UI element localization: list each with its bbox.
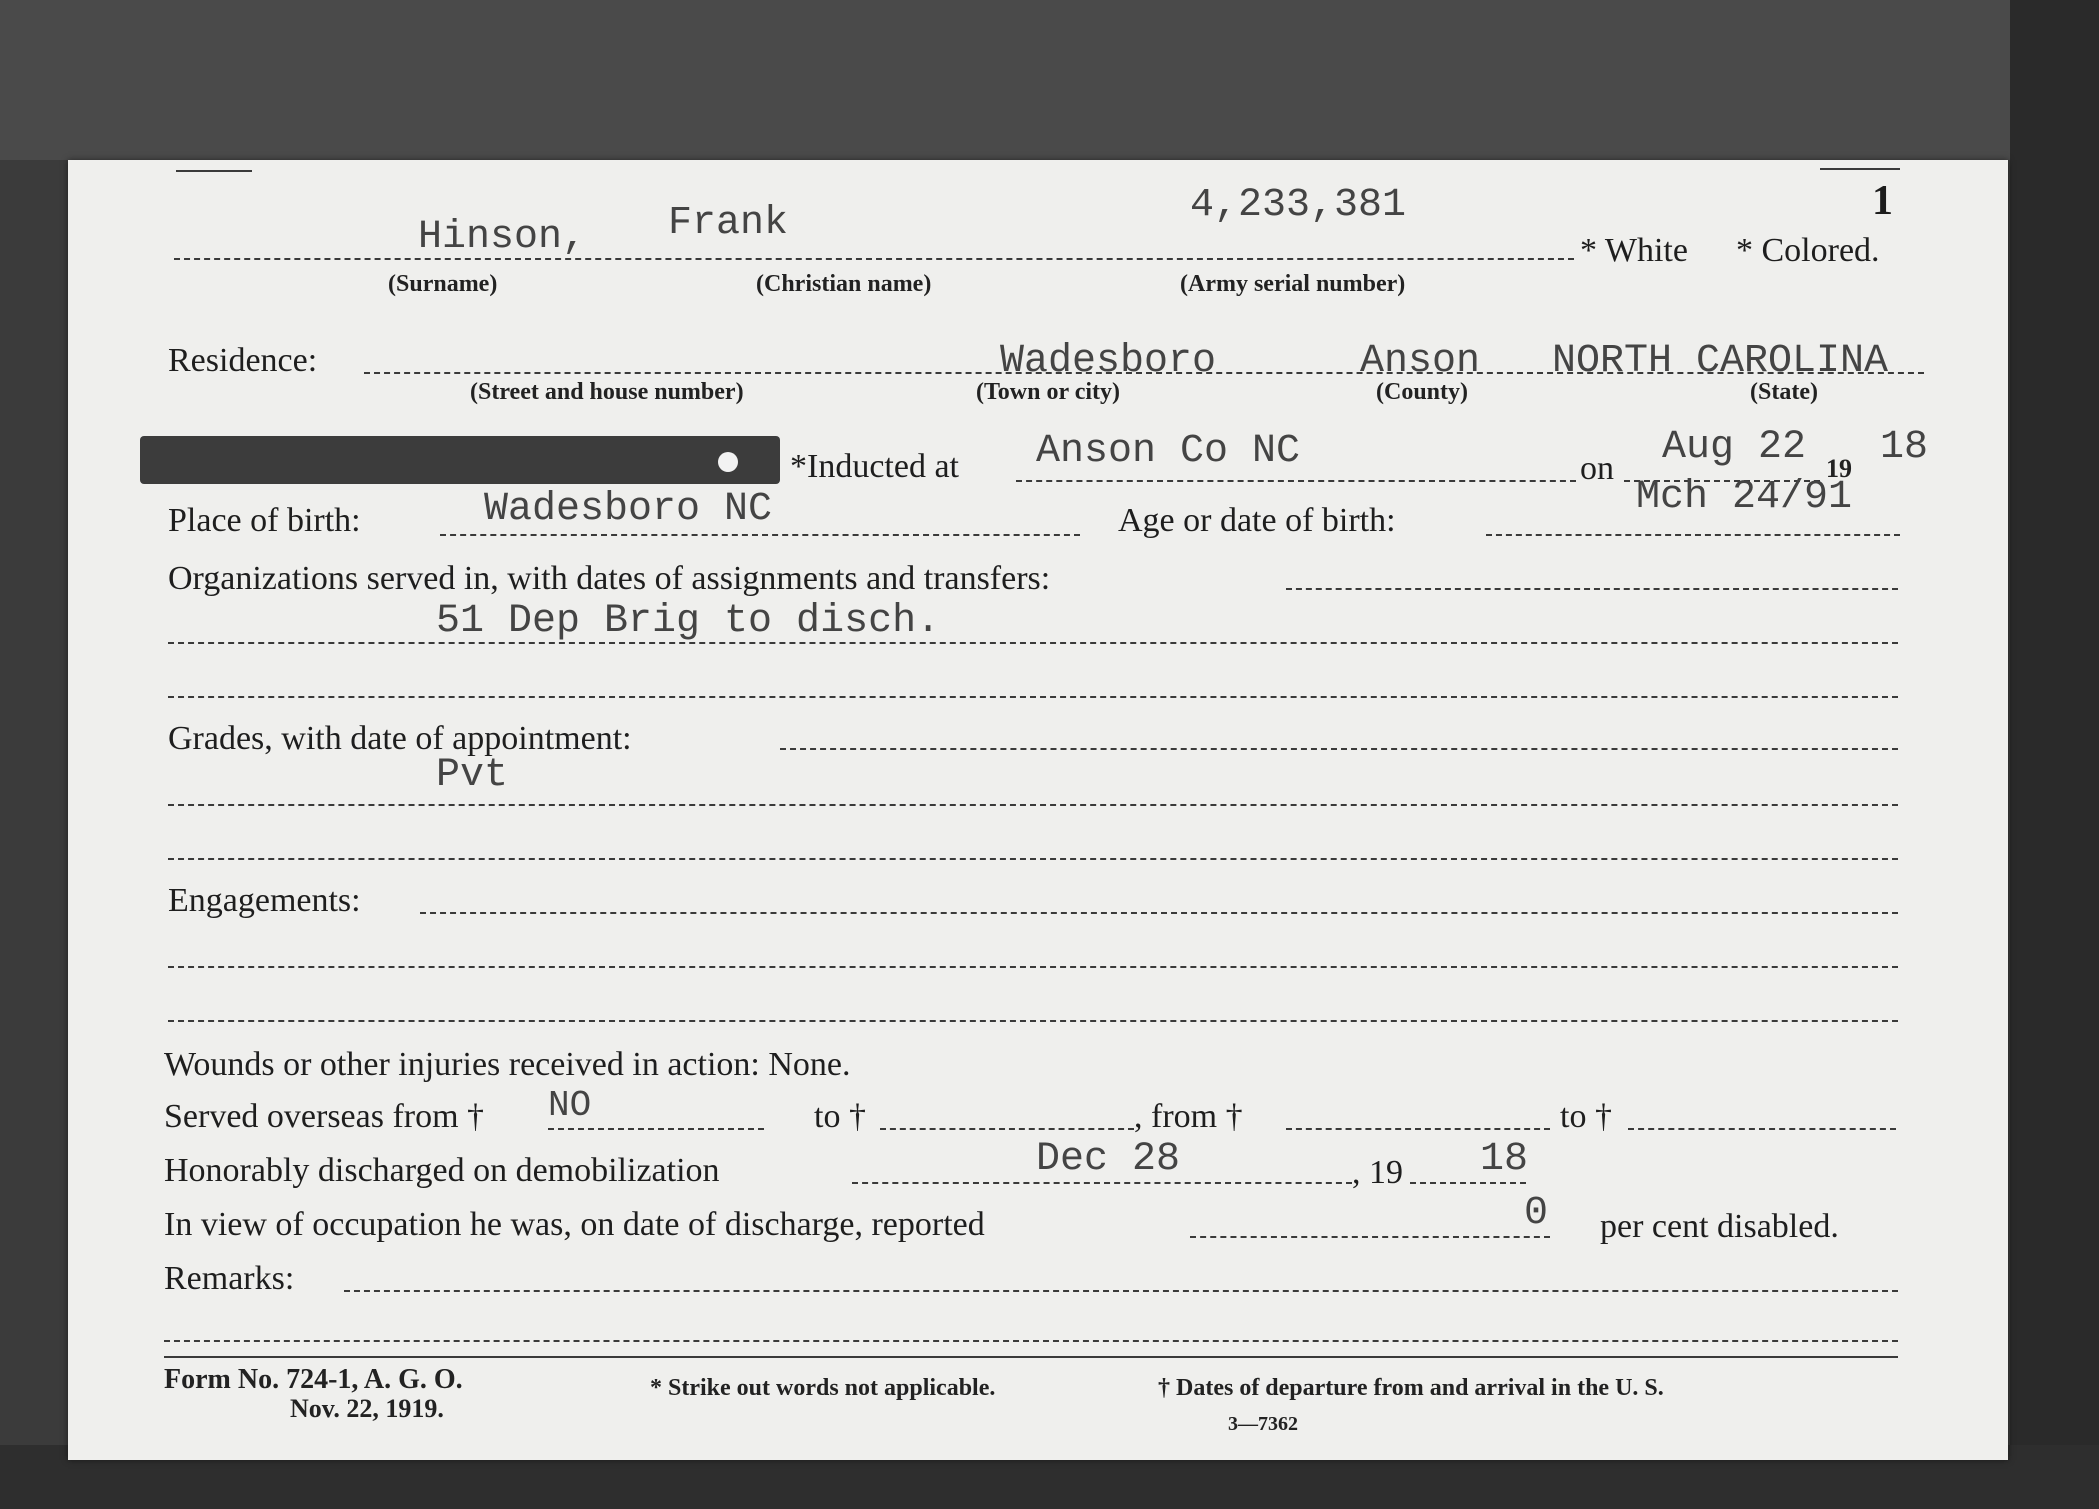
name-line (174, 258, 1574, 260)
organizations-line-2 (168, 642, 1898, 644)
residence-label: Residence: (168, 342, 318, 379)
town-caption: (Town or city) (976, 379, 1120, 405)
county-caption: (County) (1376, 379, 1469, 405)
engagements-label: Engagements: (168, 882, 361, 919)
inducted-year: 18 (1880, 425, 1929, 470)
remarks-label: Remarks: (164, 1260, 295, 1297)
discharge-year: 18 (1480, 1137, 1529, 1182)
grades-label: Grades, with date of appointment: (168, 720, 632, 757)
top-right-tick (1820, 168, 1900, 170)
engagements-line-1 (420, 912, 1898, 914)
scan-background-top (0, 0, 2099, 160)
top-left-tick (176, 170, 252, 172)
footnote-strike-out: * Strike out words not applicable. (650, 1375, 996, 1401)
residence-town: Wadesboro (1000, 339, 1217, 384)
overseas-to-label-2: to † (1560, 1098, 1612, 1135)
birth-place: Wadesboro NC (484, 487, 773, 532)
footnote-dates: † Dates of departure from and arrival in the U. S. (1158, 1375, 1664, 1401)
residence-state: NORTH CAROLINA (1552, 339, 1889, 384)
scan-background-right (2010, 0, 2099, 1509)
inducted-line (1016, 480, 1576, 482)
state-caption: (State) (1750, 379, 1818, 405)
disability-value: 0 (1524, 1191, 1549, 1236)
inducted-date: Aug 22 (1662, 425, 1807, 470)
grades-line-3 (168, 858, 1898, 860)
organizations-line-1 (1286, 588, 1898, 590)
overseas-from-value: NO (548, 1085, 592, 1126)
engagements-line-2 (168, 966, 1898, 968)
birth-date: Mch 24/91 (1636, 475, 1853, 520)
serial-number-caption: (Army serial number) (1180, 271, 1406, 297)
race-colored-option: * Colored. (1736, 232, 1880, 269)
remarks-line-2 (164, 1340, 1898, 1342)
redaction-bar (140, 436, 780, 484)
discharge-label: Honorably discharged on demobilization (164, 1152, 720, 1189)
birth-place-label: Place of birth: (168, 502, 361, 539)
serial-number-value: 4,233,381 (1190, 183, 1407, 228)
residence-county: Anson (1360, 339, 1481, 384)
inducted-on-label: on (1580, 450, 1614, 487)
wounds-label: Wounds or other injuries received in action: None. (164, 1046, 851, 1083)
discharge-date: Dec 28 (1036, 1137, 1181, 1182)
inducted-century: 19 (1826, 454, 1852, 483)
disability-label: In view of occupation he was, on date of discharge, reported (164, 1206, 985, 1243)
organizations-value: 51 Dep Brig to disch. (436, 599, 941, 644)
christian-name-caption: (Christian name) (756, 271, 932, 297)
form-date: Nov. 22, 1919. (290, 1394, 444, 1423)
organizations-line-3 (168, 696, 1898, 698)
printing-code: 3—7362 (1228, 1413, 1298, 1435)
surname-value: Hinson, (418, 215, 587, 260)
street-caption: (Street and house number) (470, 379, 744, 405)
surname-caption: (Surname) (388, 271, 498, 297)
overseas-from-label-2: , from † (1134, 1098, 1243, 1135)
redaction-mark (718, 452, 738, 472)
footer-rule (164, 1356, 1898, 1358)
overseas-to-line-2 (1628, 1128, 1896, 1130)
disability-line (1190, 1236, 1550, 1238)
card-number: 1 (1872, 178, 1893, 224)
discharge-century: , 19 (1352, 1154, 1403, 1191)
race-white-option: * White (1580, 232, 1688, 269)
organizations-label: Organizations served in, with dates of assignments and transfers: (168, 560, 1051, 597)
discharge-date-line (852, 1182, 1352, 1184)
birth-place-line (440, 534, 1080, 536)
overseas-from-line (548, 1128, 764, 1130)
overseas-from-label: Served overseas from † (164, 1098, 485, 1135)
christian-name-value: Frank (668, 201, 789, 246)
overseas-from-line-2 (1286, 1128, 1550, 1130)
grades-line-2 (168, 804, 1898, 806)
overseas-to-line-1 (880, 1128, 1134, 1130)
form-number: Form No. 724-1, A. G. O. (164, 1364, 463, 1395)
disability-suffix: per cent disabled. (1600, 1208, 1839, 1245)
inducted-place: Anson Co NC (1036, 429, 1301, 474)
discharge-year-line (1410, 1182, 1526, 1184)
birth-date-line (1486, 534, 1900, 536)
grades-value: Pvt (436, 753, 509, 798)
birth-date-label: Age or date of birth: (1118, 502, 1396, 539)
engagements-line-3 (168, 1020, 1898, 1022)
inducted-label: *Inducted at (790, 448, 959, 485)
grades-line-1 (780, 748, 1898, 750)
overseas-to-label-1: to † (814, 1098, 866, 1135)
remarks-line-1 (344, 1290, 1898, 1292)
